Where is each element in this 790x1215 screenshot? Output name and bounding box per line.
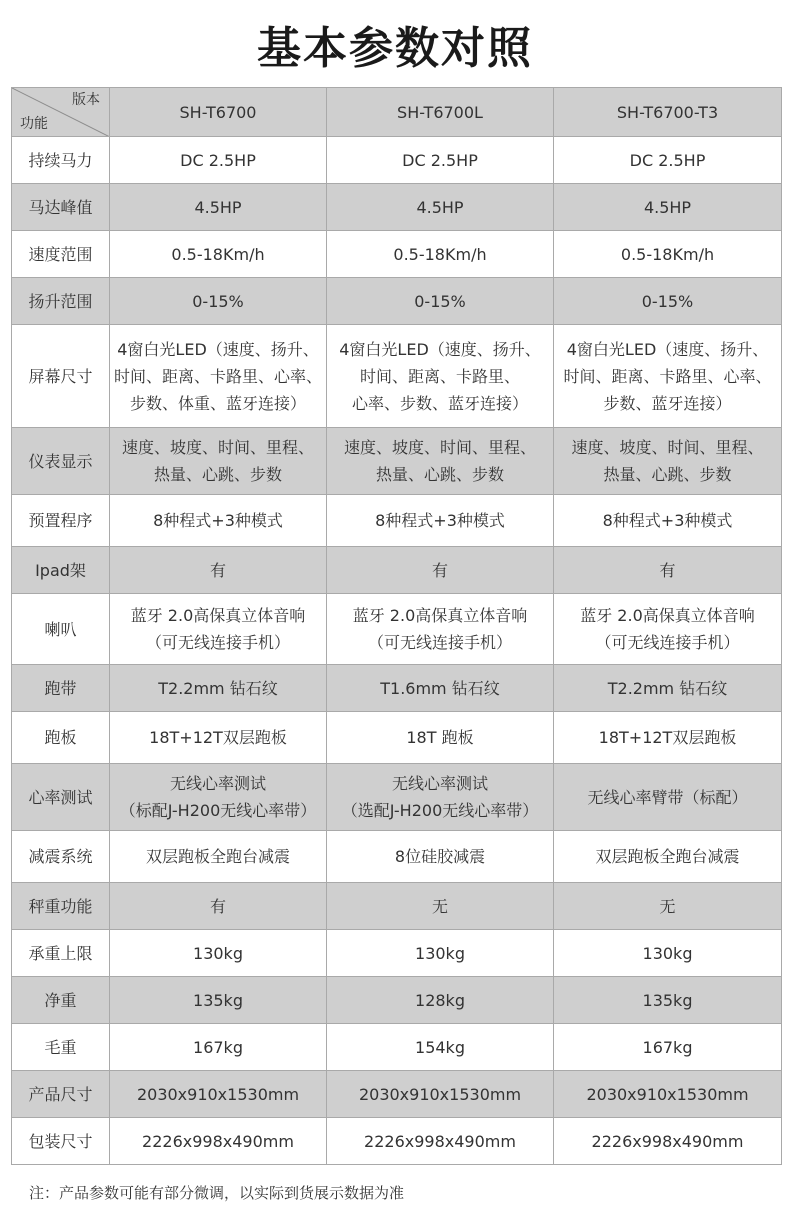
spec-cell-line: （标配J-H200无线心率带）	[119, 801, 317, 820]
spec-cell-line: 2030x910x1530mm	[136, 1084, 300, 1104]
table-row	[12, 1118, 782, 1165]
spec-cell	[327, 184, 554, 231]
row-label: 减震系统	[12, 831, 110, 883]
spec-cell	[110, 712, 327, 764]
spec-cell-line: 2030x910x1530mm	[358, 1084, 522, 1104]
table-row	[12, 278, 782, 325]
spec-cell	[554, 977, 782, 1024]
row-label: 产品尺寸	[12, 1071, 110, 1118]
table-row	[12, 764, 782, 831]
spec-cell-line: 0-15%	[641, 291, 694, 311]
table-row	[12, 495, 782, 547]
spec-cell	[554, 547, 782, 594]
spec-cell-line: 蓝牙 2.0高保真立体音响	[130, 606, 306, 625]
spec-cell	[327, 712, 554, 764]
spec-cell	[327, 831, 554, 883]
spec-cell-line: 无线心率测试	[169, 774, 266, 793]
row-label: 毛重	[12, 1024, 110, 1071]
table-row	[12, 325, 782, 428]
table-row	[12, 930, 782, 977]
spec-cell	[327, 1024, 554, 1071]
spec-cell-line: 130kg	[415, 943, 465, 963]
spec-cell-line: 18T 跑板	[406, 728, 474, 747]
spec-cell	[554, 278, 782, 325]
spec-cell-line: 8位硅胶减震	[394, 847, 486, 866]
version-label: 版本	[72, 92, 100, 108]
corner-header-cell	[12, 88, 110, 137]
model-header-2: SH-T6700-T3	[554, 88, 782, 137]
spec-cell	[110, 137, 327, 184]
spec-cell	[110, 428, 327, 495]
spec-cell	[554, 1024, 782, 1071]
row-label: 马达峰值	[12, 184, 110, 231]
table-row	[12, 594, 782, 665]
spec-cell-line: DC 2.5HP	[629, 150, 706, 170]
spec-cell-line: 4窗白光LED（速度、扬升、	[566, 339, 769, 359]
spec-cell	[110, 883, 327, 930]
table-row	[12, 184, 782, 231]
spec-cell-line: T2.2mm 钻石纹	[158, 678, 278, 698]
spec-cell	[110, 184, 327, 231]
table-row	[12, 428, 782, 495]
spec-cell	[327, 594, 554, 665]
row-label: 喇叭	[12, 594, 110, 665]
row-label: 净重	[12, 977, 110, 1024]
row-label: Ipad架	[12, 547, 110, 594]
spec-cell-line: （可无线连接手机）	[367, 633, 512, 652]
row-label: 速度范围	[12, 231, 110, 278]
table-row	[12, 883, 782, 930]
spec-cell	[110, 1118, 327, 1165]
table-row	[12, 831, 782, 883]
spec-cell	[327, 428, 554, 495]
spec-cell	[327, 278, 554, 325]
spec-cell	[554, 764, 782, 831]
spec-cell-line: （可无线连接手机）	[145, 633, 290, 652]
row-label: 承重上限	[12, 930, 110, 977]
spec-cell-line: T2.2mm 钻石纹	[607, 678, 728, 698]
spec-cell	[554, 137, 782, 184]
row-label: 预置程序	[12, 495, 110, 547]
spec-cell-line: 速度、坡度、时间、里程、	[571, 438, 764, 457]
spec-cell-line: 热量、心跳、步数	[375, 465, 504, 484]
spec-cell-line: 速度、坡度、时间、里程、	[343, 438, 536, 457]
row-label: 跑板	[12, 712, 110, 764]
spec-cell-line: 有	[209, 896, 226, 916]
spec-cell-line: 有	[209, 560, 226, 580]
spec-cell-line: 2030x910x1530mm	[586, 1084, 749, 1104]
spec-cell	[554, 712, 782, 764]
table-row	[12, 977, 782, 1024]
spec-cell	[110, 1024, 327, 1071]
spec-cell	[554, 184, 782, 231]
spec-cell-line: 2226x998x490mm	[364, 1131, 516, 1151]
spec-cell-line: 8种程式+3种模式	[602, 511, 733, 530]
spec-cell	[327, 1118, 554, 1165]
spec-cell	[327, 1071, 554, 1118]
spec-cell-line: 18T+12T双层跑板	[598, 728, 737, 747]
spec-cell-line: 4窗白光LED（速度、扬升、	[339, 339, 541, 359]
spec-cell-line: 0.5-18Km/h	[171, 244, 265, 264]
spec-cell	[110, 764, 327, 831]
table-row	[12, 231, 782, 278]
spec-cell	[110, 594, 327, 665]
spec-cell	[110, 831, 327, 883]
row-label: 跑带	[12, 665, 110, 712]
spec-cell-line: 4.5HP	[416, 197, 464, 217]
spec-cell-line: 无	[431, 896, 448, 916]
spec-cell	[110, 547, 327, 594]
table-row	[12, 665, 782, 712]
spec-cell	[110, 325, 327, 428]
spec-cell-line: 128kg	[415, 990, 465, 1010]
row-label: 仪表显示	[12, 428, 110, 495]
spec-cell-line: 167kg	[642, 1037, 693, 1057]
spec-cell-line: 4.5HP	[643, 197, 692, 217]
spec-cell-line: 蓝牙 2.0高保真立体音响	[352, 606, 528, 625]
spec-cell-line: 热量、心跳、步数	[153, 465, 282, 484]
spec-cell-line: 2226x998x490mm	[142, 1131, 294, 1151]
spec-cell	[554, 495, 782, 547]
spec-cell-line: DC 2.5HP	[402, 150, 478, 170]
spec-cell-line: 有	[431, 560, 448, 580]
spec-cell	[554, 831, 782, 883]
table-header-row	[12, 88, 782, 137]
spec-cell	[554, 883, 782, 930]
spec-cell	[327, 977, 554, 1024]
spec-cell-line: T1.6mm 钻石纹	[380, 678, 500, 698]
spec-cell	[327, 883, 554, 930]
spec-cell-line: 167kg	[193, 1037, 243, 1057]
spec-cell-line: 4.5HP	[194, 197, 242, 217]
spec-cell-line: 154kg	[415, 1037, 465, 1057]
spec-cell	[554, 594, 782, 665]
spec-cell-line: DC 2.5HP	[180, 150, 256, 170]
spec-cell	[554, 665, 782, 712]
table-row	[12, 712, 782, 764]
spec-cell-line: （选配J-H200无线心率带）	[341, 801, 539, 820]
feature-label: 功能	[20, 116, 48, 132]
spec-comparison-table	[11, 87, 782, 1165]
table-row	[12, 1024, 782, 1071]
spec-cell	[327, 665, 554, 712]
spec-cell	[110, 977, 327, 1024]
footnote: 注：产品参数可能有部分微调，以实际到货展示数据为准	[29, 1184, 405, 1202]
spec-cell	[327, 764, 554, 831]
spec-cell-line: （可无线连接手机）	[595, 633, 740, 652]
spec-cell-line: 速度、坡度、时间、里程、	[121, 438, 314, 457]
spec-cell-line: 有	[659, 560, 676, 580]
spec-cell	[110, 1071, 327, 1118]
table-row	[12, 1071, 782, 1118]
spec-cell	[554, 1118, 782, 1165]
spec-cell	[327, 495, 554, 547]
spec-cell-line: 130kg	[193, 943, 243, 963]
row-label: 扬升范围	[12, 278, 110, 325]
spec-cell-line: 时间、距离、卡路里、心率、	[563, 366, 772, 386]
table-row	[12, 137, 782, 184]
spec-cell-line: 2226x998x490mm	[591, 1131, 744, 1151]
spec-cell	[554, 428, 782, 495]
spec-cell-line: 时间、距离、卡路里、	[359, 366, 520, 386]
spec-cell	[110, 665, 327, 712]
spec-cell	[554, 231, 782, 278]
spec-cell-line: 双层跑板全跑台减震	[595, 847, 740, 866]
spec-cell	[110, 930, 327, 977]
spec-cell-line: 8种程式+3种模式	[153, 511, 283, 530]
spec-cell-line: 热量、心跳、步数	[603, 465, 732, 484]
spec-cell-line: 心率、步数、蓝牙连接）	[351, 393, 528, 413]
row-label: 屏幕尺寸	[12, 325, 110, 428]
model-header-1: SH-T6700L	[327, 88, 554, 137]
spec-cell-line: 135kg	[642, 990, 693, 1010]
spec-cell-line: 4窗白光LED（速度、扬升、	[117, 339, 319, 359]
spec-cell	[327, 137, 554, 184]
spec-cell-line: 0.5-18Km/h	[393, 244, 487, 264]
spec-cell-line: 0-15%	[414, 291, 466, 311]
row-label: 秤重功能	[12, 883, 110, 930]
spec-cell-line: 双层跑板全跑台减震	[145, 847, 290, 866]
spec-cell	[327, 231, 554, 278]
spec-cell-line: 步数、蓝牙连接）	[603, 393, 732, 413]
spec-cell-line: 0.5-18Km/h	[620, 244, 715, 264]
spec-cell	[327, 930, 554, 977]
spec-cell-line: 135kg	[193, 990, 243, 1010]
spec-cell	[554, 930, 782, 977]
spec-cell-line: 18T+12T双层跑板	[149, 728, 287, 747]
spec-cell-line: 步数、体重、蓝牙连接）	[129, 393, 306, 413]
row-label: 持续马力	[12, 137, 110, 184]
spec-cell-line: 无线心率臂带（标配）	[587, 787, 748, 807]
spec-cell	[327, 547, 554, 594]
spec-cell-line: 无	[659, 896, 676, 916]
spec-cell	[110, 495, 327, 547]
spec-cell-line: 130kg	[642, 943, 693, 963]
spec-cell	[110, 231, 327, 278]
spec-cell-line: 无线心率测试	[391, 774, 488, 793]
spec-cell-line: 0-15%	[192, 291, 244, 311]
page-title: 基本参数对照	[257, 23, 533, 74]
row-label: 包装尺寸	[12, 1118, 110, 1165]
spec-cell-line: 时间、距离、卡路里、心率、	[113, 366, 322, 386]
table-row	[12, 547, 782, 594]
spec-cell	[554, 325, 782, 428]
spec-cell-line: 8种程式+3种模式	[375, 511, 505, 530]
model-header-0: SH-T6700	[110, 88, 327, 137]
spec-cell-line: 蓝牙 2.0高保真立体音响	[580, 606, 755, 625]
row-label: 心率测试	[12, 764, 110, 831]
spec-cell	[554, 1071, 782, 1118]
spec-cell	[110, 278, 327, 325]
spec-cell	[327, 325, 554, 428]
